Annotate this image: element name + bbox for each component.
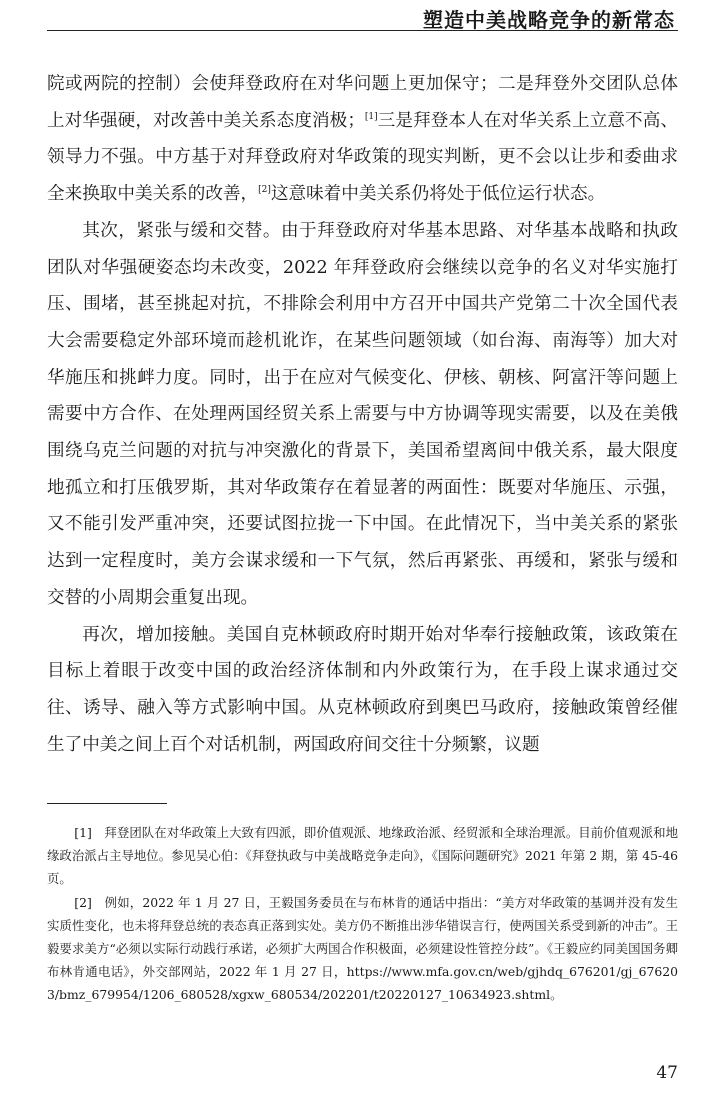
paragraph-2: 其次，紧张与缓和交替。由于拜登政府对华基本思路、对华基本战略和执政团队对华强硬姿态均未改变，2022 年拜登政府会继续以竞争的名义对华实施打压、围堵，甚至挑起对抗，不排除会利用中方召开中国共产党第二十次全国代表大会需要稳定外部环境而趁机讹诈，在某些问题领域（如台海、南海等）加大对华施压和挑衅力度。同时，出于在应对气候变化、伊核、朝核、阿富汗等问题上需要中方合作、在处理两国经贸关系上需要与中方协调等现实需要，以及在美俄围绕乌克兰问题的对抗与冲突激化的背景下，美国希望离间中俄关系，最大限度地孤立和打压俄罗斯，其对华政策存在着显著的两面性：既要对华施压、示强，又不能引发严重冲突，还要试图拉拢一下中国。在此情况下，当中美关系的紧张达到一定程度时，美方会谋求缓和一下气氛，然后再紧张、再缓和，紧张与缓和交替的小周期会重复出现。: [47, 220, 678, 608]
footnote-1: [1] 拜登团队在对华政策上大致有四派，即价值观派、地缘政治派、经贸派和全球治理派。目前价值观派和地缘政治派占主导地位。参见吴心伯：《拜登执政与中美战略竞争走向》，《国际问题研究》2021 年第 2 期，第 45-46 页。: [47, 825, 678, 887]
paragraph-3: 再次，增加接触。美国自克林顿政府时期开始对华奉行接触政策，该政策在目标上着眼于改变中国的政治经济体制和内外政策行为，在手段上谋求通过交往、诱导、融入等方式影响中国。从克林顿政府到奥巴马政府，接触政策曾经催生了中美之间上百个对话机制，两国政府间交往十分频繁，议题: [47, 624, 678, 755]
paragraph-1: [47, 66, 678, 213]
paragraph-1-text-a: 院或两院的控制）会使拜登政府在对华问题上更加保守；二是拜登外交团队总体上对华强硬，对改善中美关系态度消极；: [47, 74, 678, 131]
body-text: [47, 66, 678, 763]
running-header-title: 塑造中美战略竞争的新常态: [423, 8, 675, 32]
header-divider: [47, 30, 678, 31]
footnote-divider: [47, 803, 167, 804]
paragraph-1-text-c: 这意味着中美关系仍将处于低位运行状态。: [270, 184, 606, 205]
footnotes: [47, 821, 678, 1007]
paragraph-1-text-b: 三是拜登本人在对华关系上立意不高、领导力不强。中方基于对拜登政府对华政策的现实判断，更不会以让步和委曲求全来换取中美关系的改善，: [47, 110, 678, 205]
footnote-2: [2] 例如，2022 年 1 月 27 日，王毅国务委员在与布林肯的通话中指出：“美方对华政策的基调并没有发生实质性变化，也未将拜登总统的表态真正落到实处。美方仍不断推出涉华错误言行，使两国关系受到新的冲击”。王毅要求美方“必须以实际行动践行承诺，必须扩大两国合作积极面，必须建设性管控分歧”。《王毅应约同美国国务卿布林肯通电话》，外交部网站，2022 年 1 月 27 日，https://www.mfa.gov.cn/web/gjhdq_676201/gj_676203/bmz_679954/1206_680528/xgxw_680534/202201/t20220127_10634923.shtml。: [47, 894, 678, 1003]
footnote-ref-2[interactable]: [2]: [258, 185, 271, 196]
page-number: 47: [656, 1063, 678, 1083]
footnote-ref-1[interactable]: [1]: [364, 111, 378, 122]
